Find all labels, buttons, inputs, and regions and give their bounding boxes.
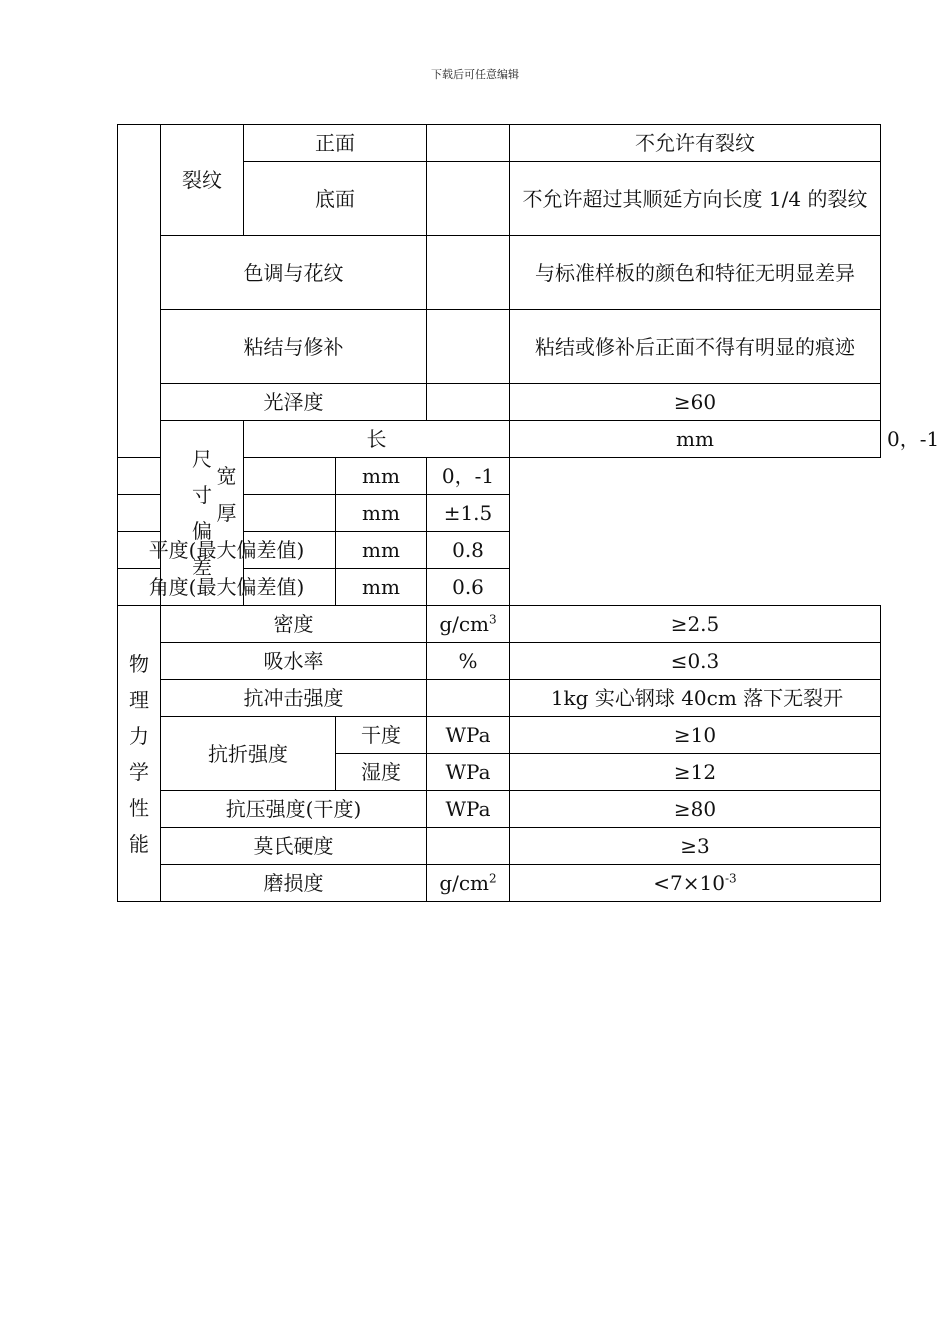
unit-cell: WPa	[427, 717, 510, 754]
item-name: 角度(最大偏差值)	[118, 569, 336, 606]
unit-cell	[427, 125, 510, 162]
item-name: 底面	[244, 162, 427, 236]
table-row	[118, 717, 881, 754]
unit-cell	[427, 828, 510, 865]
requirement-cell: ≥60	[510, 384, 881, 421]
item-name: 抗压强度(干度)	[161, 791, 427, 828]
item-name: 吸水率	[161, 643, 427, 680]
unit-cell: $g/cm^2$	[427, 865, 510, 902]
specification-table	[117, 124, 940, 902]
item-name: 平度(最大偏差值)	[118, 532, 336, 569]
table-row	[118, 606, 881, 643]
crack-label: 裂纹	[161, 125, 244, 236]
item-name: 宽	[118, 458, 336, 495]
physical-category-label: 物 理 力 学 性 能	[118, 606, 161, 902]
requirement-cell: 0，-1	[427, 458, 510, 495]
table-row	[118, 495, 881, 532]
requirement-cell: ≤0.3	[510, 643, 881, 680]
item-name: 莫氏硬度	[161, 828, 427, 865]
page-header: 下载后可任意编辑	[431, 68, 519, 81]
table-row	[118, 532, 881, 569]
appearance-category-cell	[118, 125, 161, 458]
item-name: 干度	[336, 717, 427, 754]
requirement-cell: 0.6	[427, 569, 510, 606]
table-row	[118, 569, 881, 606]
unit-cell: mm	[510, 421, 881, 458]
item-name: 粘结与修补	[161, 310, 427, 384]
table-row	[118, 791, 881, 828]
requirement-cell: ≥12	[510, 754, 881, 791]
unit-cell: mm	[336, 569, 427, 606]
table-row	[118, 865, 881, 902]
item-name: 湿度	[336, 754, 427, 791]
item-name: 磨损度	[161, 865, 427, 902]
requirement-cell: $<7\times 10^{-3}$	[510, 865, 881, 902]
item-name: 抗冲击强度	[161, 680, 427, 717]
requirement-cell: ≥10	[510, 717, 881, 754]
requirement-cell: 1kg 实心钢球 40cm 落下无裂开	[510, 680, 881, 717]
item-name: 长	[244, 421, 510, 458]
requirement-cell: ≥2.5	[510, 606, 881, 643]
table-row: 尺 寸 偏 差 长 mm 0，-1	[118, 421, 881, 458]
unit-cell: WPa	[427, 754, 510, 791]
item-name: 光泽度	[161, 384, 427, 421]
requirement-cell: ≥3	[510, 828, 881, 865]
requirement-cell: 0.8	[427, 532, 510, 569]
requirement-cell: 粘结或修补后正面不得有明显的痕迹	[510, 310, 881, 384]
requirement-cell: 不允许有裂纹	[510, 125, 881, 162]
item-name: 厚	[118, 495, 336, 532]
item-name: 色调与花纹	[161, 236, 427, 310]
unit-cell	[427, 310, 510, 384]
table-row	[118, 643, 881, 680]
flexural-label: 抗折强度	[161, 717, 336, 791]
table-row	[118, 236, 881, 310]
requirement-cell: ±1.5	[427, 495, 510, 532]
requirement-cell: 不允许超过其顺延方向长度 1/4 的裂纹	[510, 162, 881, 236]
unit-cell: mm	[336, 458, 427, 495]
table-row	[118, 125, 881, 162]
unit-cell: $g/cm^3$	[427, 606, 510, 643]
item-name: 密度	[161, 606, 427, 643]
unit-cell: WPa	[427, 791, 510, 828]
unit-cell: %	[427, 643, 510, 680]
table-row	[118, 384, 881, 421]
unit-cell	[427, 162, 510, 236]
unit-cell	[427, 384, 510, 421]
table-row	[118, 828, 881, 865]
table-row	[118, 458, 881, 495]
requirement-cell: ≥80	[510, 791, 881, 828]
unit-cell: mm	[336, 532, 427, 569]
unit-cell: mm	[336, 495, 427, 532]
unit-cell	[427, 236, 510, 310]
requirement-cell: 与标准样板的颜色和特征无明显差异	[510, 236, 881, 310]
item-name: 正面	[244, 125, 427, 162]
table-row	[118, 680, 881, 717]
unit-cell	[427, 680, 510, 717]
dimension-category-label: 尺 寸 偏 差	[161, 421, 244, 606]
table-row	[118, 310, 881, 384]
